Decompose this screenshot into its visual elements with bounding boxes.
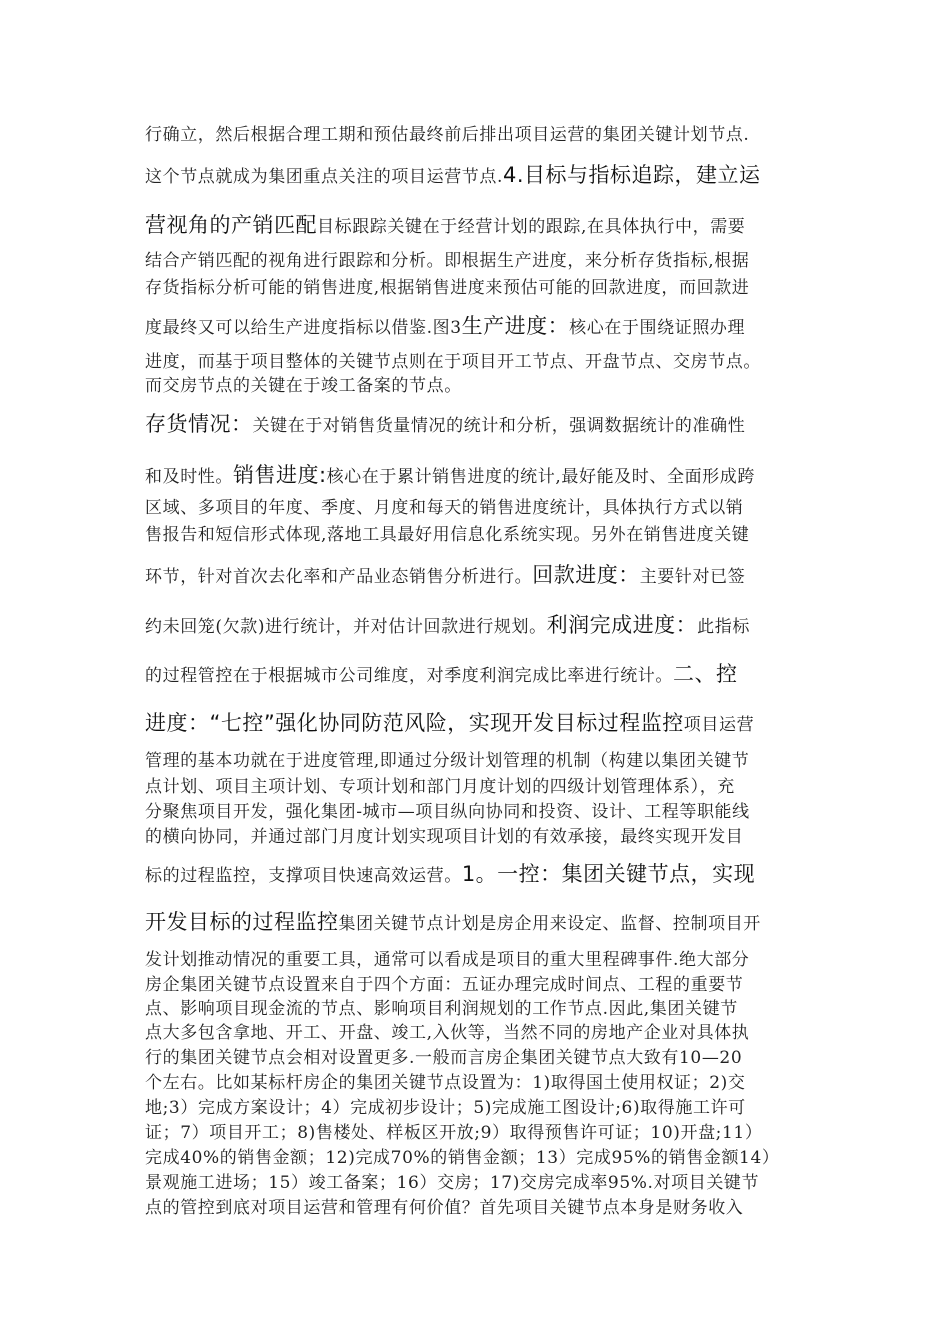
- body-text: 点大多包含拿地、开工、开盘、竣工,入伙等，当然不同的房地产企业对具体执: [145, 1023, 750, 1043]
- body-text: 标的过程监控，支撑项目快速高效运营。: [145, 866, 462, 886]
- body-text: 证；7）项目开工；8)售楼处、样板区开放;9）取得预售许可证；10)开盘;11）: [145, 1123, 763, 1143]
- text-line: [145, 997, 805, 1021]
- body-text: 完成40%的销售金额；12)完成70%的销售金额；13）完成95%的销售金额14）: [145, 1148, 780, 1168]
- text-line: [145, 123, 805, 147]
- body-text: 结合产销匹配的视角进行跟踪和分析。即根据生产进度，来分析存货指标,根据: [145, 251, 750, 271]
- text-line: [145, 775, 805, 799]
- text-line: [145, 1171, 805, 1195]
- text-line: [145, 496, 805, 520]
- body-text: 管理的基本功就在于进度管理,即通过分级计划管理的机制（构建以集团关键节: [145, 751, 750, 771]
- text-line: [145, 711, 805, 737]
- body-text: 此指标: [697, 617, 750, 637]
- body-text: 点的管控到底对项目运营和管理有何价值？首先项目关键节点本身是财务收入: [145, 1198, 744, 1218]
- body-text: 环节，针对首次去化率和产品业态销售分析进行。: [145, 567, 533, 587]
- text-line: [145, 1021, 805, 1045]
- text-line: [145, 412, 805, 438]
- body-text: 的过程管控在于根据城市公司维度，对季度利润完成比率进行统计。: [145, 666, 673, 686]
- body-text: 这个节点就成为集团重点关注的项目运营节点.: [145, 167, 504, 187]
- text-line: [145, 1046, 805, 1070]
- heading-text: 利润完成进度：: [546, 613, 698, 637]
- text-line: [145, 1146, 805, 1170]
- body-text: 主要针对已签: [639, 567, 746, 587]
- body-text: 核心在于围绕证照办理: [569, 318, 746, 338]
- text-line: [145, 948, 805, 972]
- text-line: [145, 213, 805, 239]
- text-line: [145, 1071, 805, 1095]
- text-line: [145, 800, 805, 824]
- text-line: [145, 1196, 805, 1220]
- heading-text: 存货情况：: [145, 412, 253, 436]
- text-line: [145, 523, 805, 547]
- body-text: 约未回笼(欠款)进行统计，并对估计回款进行规划。: [145, 617, 547, 637]
- body-text: 关键在于对销售货量情况的统计和分析，强调数据统计的准确性: [252, 416, 746, 436]
- body-text: 进度，而基于项目整体的关键节点则在于项目开工节点、开盘节点、交房节点。: [145, 352, 761, 372]
- body-text: 个左右。比如某标杆房企的集团关键节点设置为：1)取得国土使用权证；2)交: [145, 1073, 746, 1093]
- body-text: 核心在于累计销售进度的统计,最好能及时、全面形成跨: [326, 467, 755, 487]
- body-text: 而交房节点的关键在于竣工备案的节点。: [145, 376, 462, 396]
- heading-text: 二、控: [673, 662, 738, 686]
- body-text: 项目运营: [683, 715, 755, 735]
- text-line: [145, 973, 805, 997]
- body-text: 行的集团关键节点会相对设置更多.一般而言房企集团关键节点大致有10—20: [145, 1048, 743, 1068]
- text-line: [145, 1121, 805, 1145]
- text-line: [145, 613, 805, 639]
- body-text: 售报告和短信形式体现,落地工具最好用信息化系统实现。另外在销售进度关键: [145, 525, 750, 545]
- text-line: [145, 276, 805, 300]
- body-text: 分聚焦项目开发，强化集团-城市—项目纵向协同和投资、设计、工程等职能线: [145, 802, 750, 822]
- text-line: [145, 1096, 805, 1120]
- text-line: [145, 463, 805, 489]
- body-text: 房企集团关键节点设置来自于四个方面：五证办理完成时间点、工程的重要节: [145, 975, 744, 995]
- body-text: 集团关键节点计划是房企用来设定、监督、控制项目开: [338, 914, 761, 934]
- body-text: 景观施工进场；15）竣工备案；16）交房；17)交房完成率95%.对项目关键节: [145, 1173, 760, 1193]
- body-text: 区域、多项目的年度、季度、月度和每天的销售进度统计，具体执行方式以销: [145, 498, 744, 518]
- heading-text: 生产进度：: [461, 314, 570, 338]
- heading-text: 1。一控：集团关键节点，实现: [461, 862, 756, 886]
- body-text: 点计划、项目主项计划、专项计划和部门月度计划的四级计划管理体系），充: [145, 777, 735, 797]
- text-line: [145, 350, 805, 374]
- text-line: [145, 662, 805, 688]
- text-line: [145, 563, 805, 589]
- body-text: 度最终又可以给生产进度指标以借鉴.图3: [145, 318, 462, 338]
- text-line: [145, 249, 805, 273]
- body-text: 地;3）完成方案设计；4）完成初步设计；5)完成施工图设计;6)取得施工许可: [145, 1098, 746, 1118]
- heading-text: 进度：“七控”强化协同防范风险，实现开发目标过程监控: [145, 711, 684, 735]
- body-text: 的横向协同，并通过部门月度计划实现项目计划的有效承接，最终实现开发目: [145, 827, 744, 847]
- heading-text: 开发目标的过程监控: [145, 910, 339, 934]
- heading-text: 回款进度：: [532, 563, 640, 587]
- text-line: [145, 910, 805, 936]
- body-text: 存货指标分析可能的销售进度,根据销售进度来预估可能的回款进度，而回款进: [145, 278, 750, 298]
- body-text: 点、影响项目现金流的节点、影响项目利润规划的工作节点.因此,集团关键节: [145, 999, 738, 1019]
- text-line: [145, 825, 805, 849]
- text-line: [145, 314, 805, 340]
- text-line: [145, 163, 805, 189]
- body-text: 目标跟踪关键在于经营计划的跟踪,在具体执行中，需要: [317, 217, 746, 237]
- body-text: 发计划推动情况的重要工具，通常可以看成是项目的重大里程碑事件.绝大部分: [145, 950, 750, 970]
- heading-text: 4.目标与指标追踪，建立运: [503, 163, 761, 187]
- text-line: [145, 862, 805, 888]
- heading-text: 营视角的产销匹配: [145, 213, 317, 237]
- heading-text: 销售进度:: [233, 463, 327, 487]
- text-line: [145, 374, 805, 398]
- text-line: [145, 749, 805, 773]
- body-text: 行确立，然后根据合理工期和预估最终前后排出项目运营的集团关键计划节点.: [145, 125, 750, 145]
- body-text: 和及时性。: [145, 467, 233, 487]
